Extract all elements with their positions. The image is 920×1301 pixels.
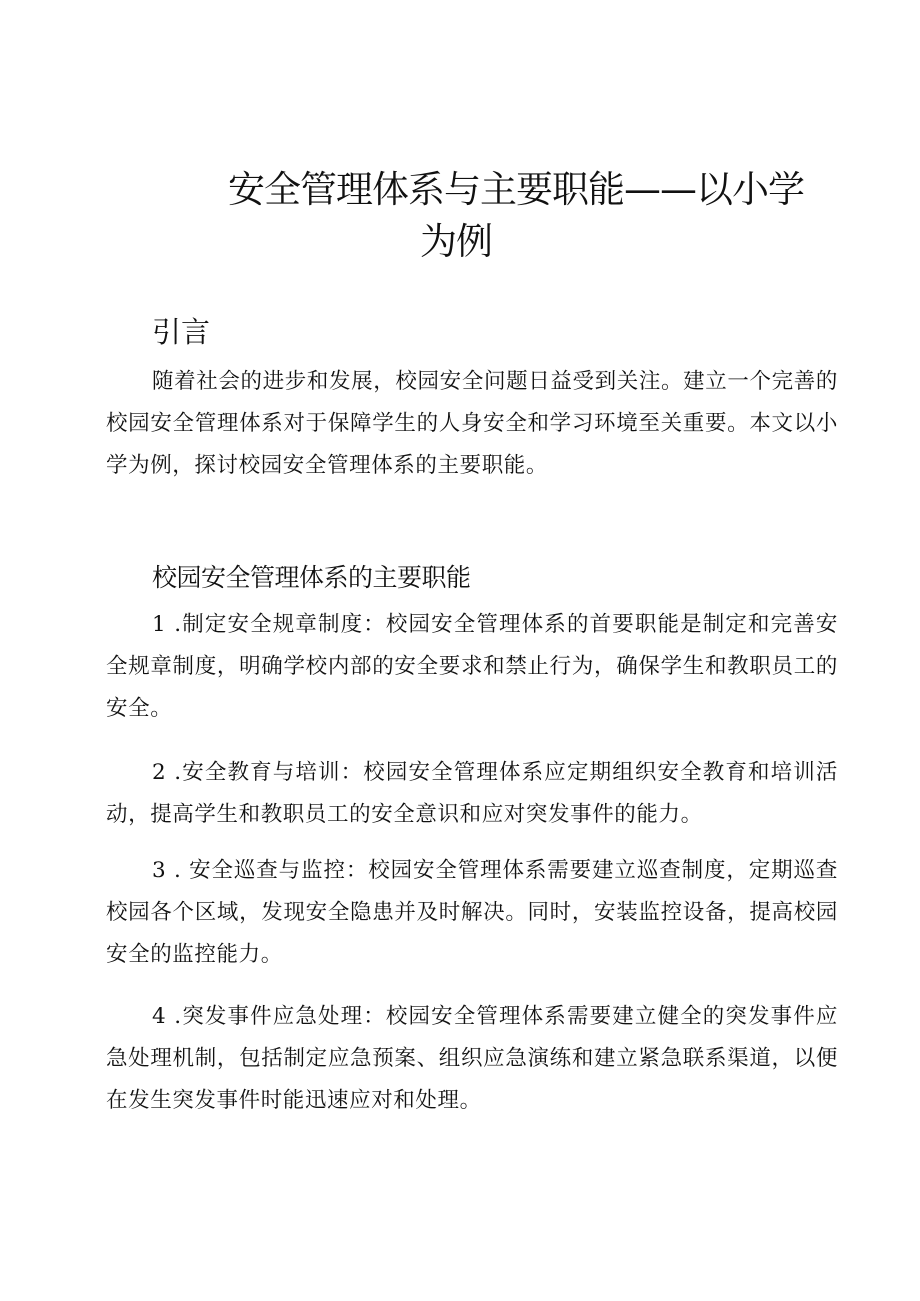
function-item-2: 2 .安全教育与培训：校园安全管理体系应定期组织安全教育和培训活动，提高学生和教职员工的安全意识和应对突发事件的能力。 (106, 760, 838, 827)
function-item-1: 1 .制定安全规章制度：校园安全管理体系的首要职能是制定和完善安全规章制度，明确学校内部的安全要求和禁止行为，确保学生和教职员工的安全。 (106, 612, 838, 721)
intro-heading: 引言 (152, 315, 211, 349)
functions-heading: 校园安全管理体系的主要职能 (152, 563, 471, 592)
title-line-2: 为例 (420, 220, 492, 263)
document-title (228, 164, 828, 268)
title-line-1: 安全管理体系与主要职能——以小学 (228, 168, 804, 211)
function-item-3: 3 . 安全巡查与监控：校园安全管理体系需要建立巡查制度，定期巡查校园各个区域，发现安全隐患并及时解决。同时，安装监控设备，提高校园安全的监控能力。 (106, 858, 838, 967)
intro-paragraph: 随着社会的进步和发展，校园安全问题日益受到关注。建立一个完善的校园安全管理体系对于保障学生的人身安全和学习环境至关重要。本文以小学为例，探讨校园安全管理体系的主要职能。 (106, 369, 838, 478)
function-item-4: 4 .突发事件应急处理：校园安全管理体系需要建立健全的突发事件应急处理机制，包括制定应急预案、组织应急演练和建立紧急联系渠道，以便在发生突发事件时能迅速应对和处理。 (106, 1004, 838, 1113)
